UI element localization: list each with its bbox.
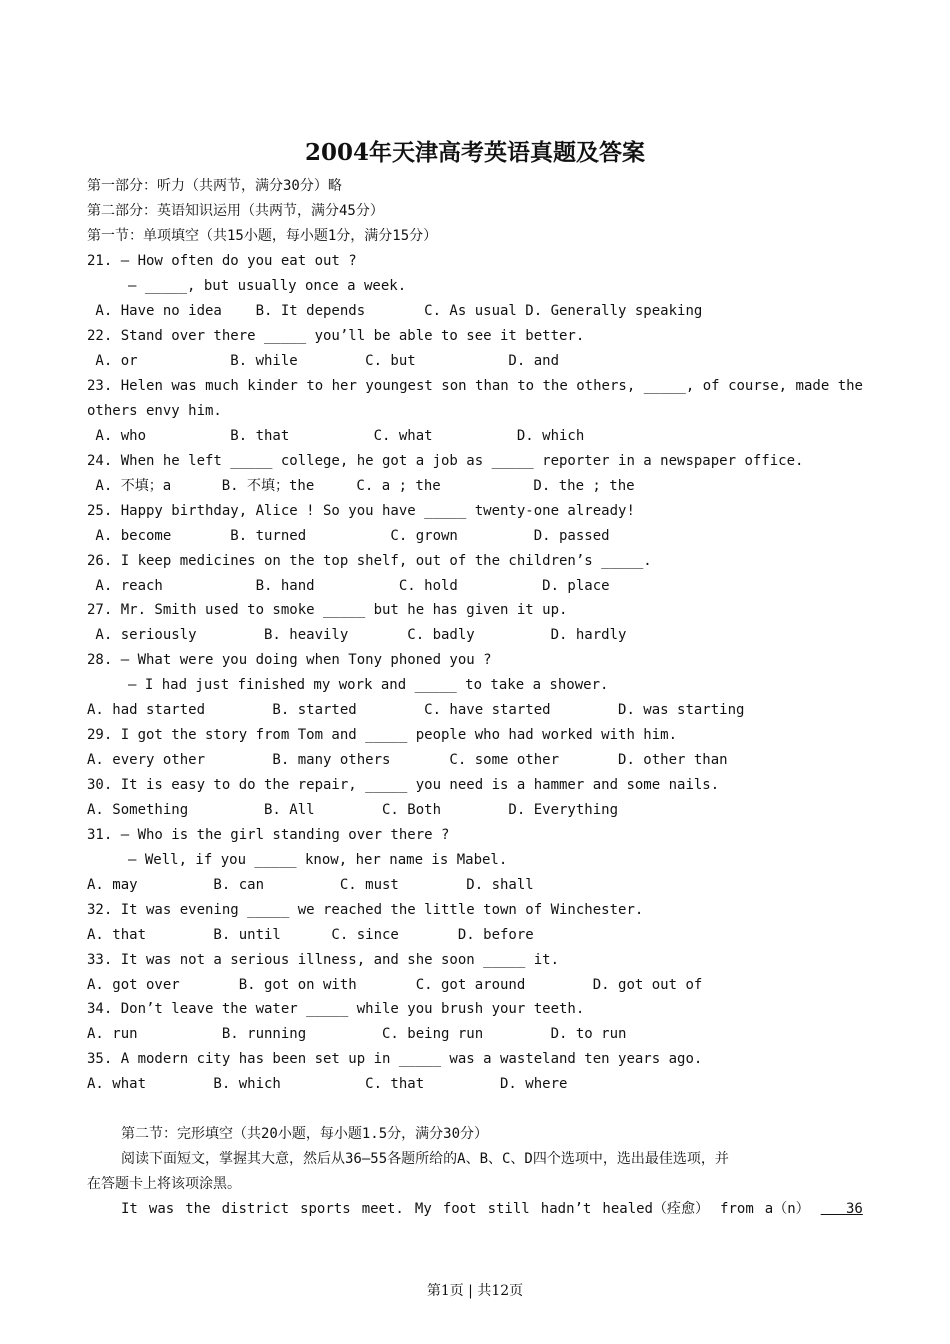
q23-word: to — [517, 378, 535, 394]
question-32-options: A. that B. until C. since D. before — [87, 927, 534, 943]
page-footer: 第1页 | 共12页 — [426, 1283, 524, 1299]
q23-word: to — [306, 378, 324, 394]
q23-word: course, — [728, 378, 788, 394]
question-26-options: A. reach B. hand C. hold D. place — [87, 578, 610, 594]
question-24-options: A. 不填；a B. 不填；the C. a ; the D. the ; the — [87, 478, 635, 494]
q23-word: much — [205, 378, 239, 394]
question-22: 22. Stand over there _____ you’ll be able to see it better. — [87, 328, 585, 344]
blank-36 — [821, 1200, 863, 1218]
question-22-options: A. or B. while C. but D. and — [87, 353, 560, 369]
question-28: 28. — What were you doing when Tony phoned you ? — [87, 652, 492, 668]
question-21: 21. — How often do you eat out ? — [87, 253, 357, 269]
question-23-cont: others envy him. — [87, 403, 222, 419]
question-23-options: A. who B. that C. what D. which — [87, 428, 585, 444]
question-31-options: A. may B. can C. must D. shall — [87, 877, 534, 893]
q23-word: made — [795, 378, 830, 394]
passage-first-line — [121, 1200, 863, 1218]
question-33: 33. It was not a serious illness, and she soon _____ it. — [87, 952, 560, 968]
instructions-line1: 阅读下面短文，掌握其大意，然后从36—55各题所给的A、B、C、D四个选项中，选出最佳选项，并 — [121, 1151, 729, 1167]
q23-word: others, — [576, 378, 636, 394]
passage-word: still — [487, 1201, 530, 1217]
passage-word: My — [414, 1201, 432, 1217]
passage-word: the — [185, 1201, 211, 1217]
q23-word: son — [441, 378, 467, 394]
q23-word: the — [837, 378, 863, 394]
question-21-reply: — _____, but usually once a week. — [128, 278, 407, 294]
passage-word: foot — [442, 1201, 477, 1217]
question-31-reply: — Well, if you _____ know, her name is Mabel. — [128, 852, 508, 868]
q23-word: was — [171, 378, 197, 394]
q23-word: her — [331, 378, 357, 394]
question-21-options: A. Have no idea B. It depends C. As usual D. Generally speaking — [87, 303, 703, 319]
section2-heading: 第二节：完形填空（共20小题，每小题1.5分，满分30分） — [121, 1126, 488, 1142]
section1-heading: 第一节：单项填空（共15小题，每小题1分，满分15分） — [87, 228, 438, 244]
question-27: 27. Mr. Smith used to smoke _____ but he has given it up. — [87, 602, 568, 618]
passage-word: from — [720, 1201, 754, 1217]
blank-36-number: 36 — [846, 1201, 863, 1217]
question-34-options: A. run B. running C. being run D. to run — [87, 1026, 627, 1042]
q23-word: than — [475, 378, 509, 394]
passage-word: It — [121, 1201, 138, 1217]
question-31: 31. — Who is the girl standing over there ? — [87, 827, 450, 843]
q23-word: youngest — [365, 378, 433, 394]
question-35-options: A. what B. which C. that D. where — [87, 1076, 568, 1092]
q23-word: _____, — [643, 378, 695, 394]
part2-heading: 第二部分：英语知识运用（共两节，满分45分） — [87, 203, 384, 219]
passage-word: a（n） — [764, 1201, 810, 1217]
question-28-options: A. had started B. started C. have started D. was starting — [87, 702, 745, 718]
question-30: 30. It is easy to do the repair, _____ you need is a hammer and some nails. — [87, 777, 720, 793]
part1-heading: 第一部分：听力（共两节，满分30分）略 — [87, 178, 342, 194]
question-28-reply: — I had just finished my work and _____ to take a shower. — [128, 677, 609, 693]
question-34: 34. Don’t leave the water _____ while you brush your teeth. — [87, 1001, 585, 1017]
question-27-options: A. seriously B. heavily C. badly D. hardly — [87, 627, 627, 643]
passage-word: sports — [300, 1201, 351, 1217]
question-29-options: A. every other B. many others C. some other D. other than — [87, 752, 728, 768]
q23-word: Helen — [120, 378, 163, 394]
passage-word: district — [221, 1201, 290, 1217]
question-24: 24. When he left _____ college, he got a job as _____ reporter in a newspaper office. — [87, 453, 804, 469]
page-title: 2004年天津高考英语真题及答案 — [304, 139, 645, 166]
question-30-options: A. Something B. All C. Both D. Everything — [87, 802, 619, 818]
q23-word: of — [702, 378, 720, 394]
question-35: 35. A modern city has been set up in _____ was a wasteland ten years ago. — [87, 1051, 703, 1067]
question-33-options: A. got over B. got on with C. got around D. got out of — [87, 977, 703, 993]
passage-word: was — [148, 1201, 175, 1217]
question-32: 32. It was evening _____ we reached the little town of Winchester. — [87, 902, 644, 918]
passage-word: meet. — [361, 1201, 404, 1217]
q23-word: the — [542, 378, 568, 394]
question-25: 25. Happy birthday, Alice ! So you have _____ twenty-one already! — [87, 503, 635, 519]
q23-word: kinder — [247, 378, 298, 394]
instructions-line2: 在答题卡上将该项涂黑。 — [87, 1176, 241, 1192]
question-29: 29. I got the story from Tom and _____ people who had worked with him. — [87, 727, 678, 743]
q23-word: 23. — [87, 378, 113, 394]
question-26: 26. I keep medicines on the top shelf, out of the children’s _____. — [87, 553, 652, 569]
passage-word: hadn’t — [540, 1201, 592, 1217]
passage-word: healed（痊愈） — [602, 1201, 709, 1217]
question-25-options: A. become B. turned C. grown D. passed — [87, 528, 610, 544]
question-23 — [87, 377, 863, 395]
